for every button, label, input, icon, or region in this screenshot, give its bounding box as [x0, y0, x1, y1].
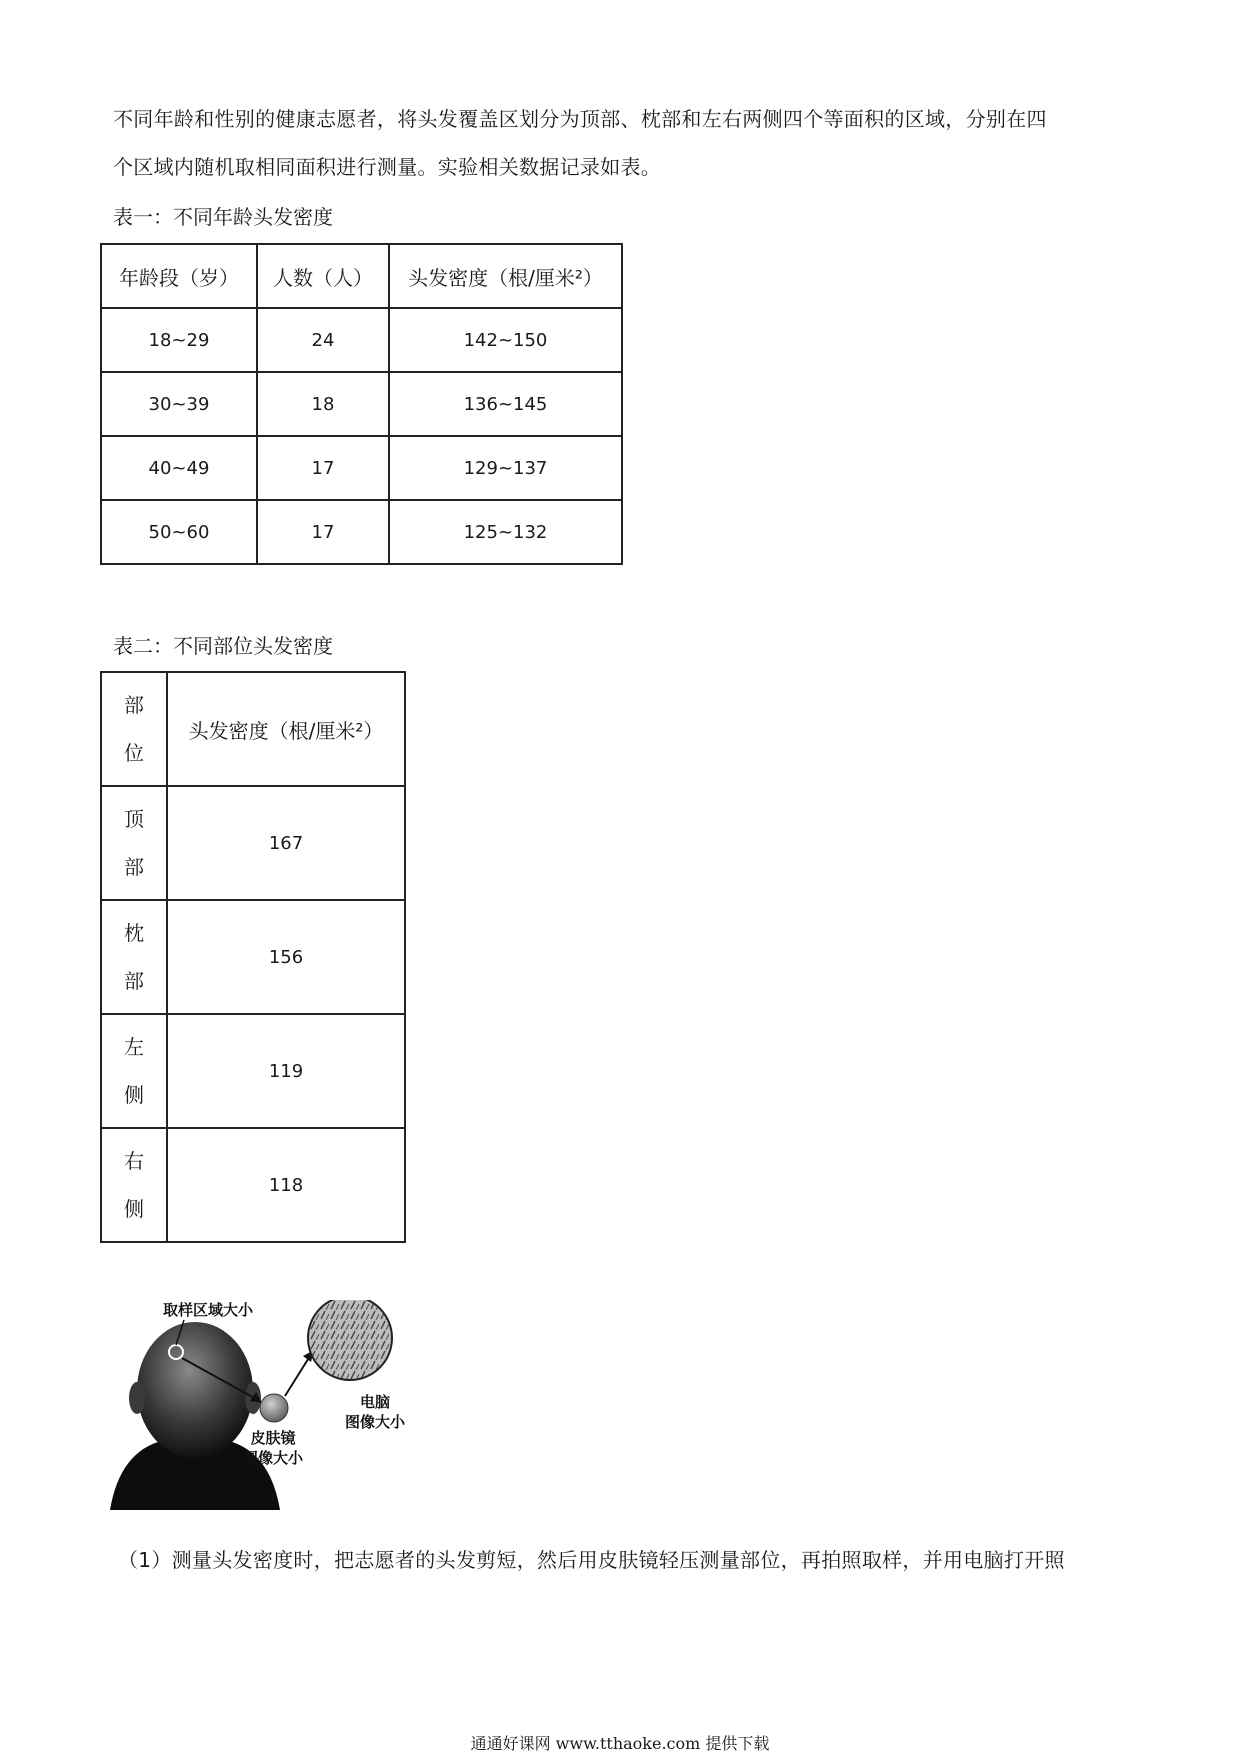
- cell-density: 119: [167, 1014, 405, 1128]
- cell-density: 125~132: [389, 500, 622, 564]
- table-row: [101, 308, 622, 372]
- intro-line-1: 不同年龄和性别的健康志愿者，将头发覆盖区划分为顶部、枕部和左右两侧四个等面积的区域，分别在四: [113, 107, 1047, 131]
- dermatoscope-label-line: 图像大小: [242, 1449, 303, 1467]
- table-row: [101, 1014, 405, 1128]
- dermatoscope-label: [228, 1428, 318, 1468]
- table-row: [101, 786, 405, 900]
- header-count: 人数（人）: [257, 244, 389, 308]
- part-char: 枕: [124, 921, 144, 945]
- part-char: 顶: [124, 807, 144, 831]
- computer-label-line: 电脑: [359, 1393, 390, 1411]
- header-part-char: 位: [124, 741, 144, 765]
- intro-paragraph: [113, 95, 1133, 191]
- part-char: 部: [124, 969, 144, 993]
- arrow-to-computer: [285, 1356, 310, 1396]
- cell-density: 136~145: [389, 372, 622, 436]
- page-footer: 通通好课网 www.tthaoke.com 提供下载: [470, 1734, 770, 1753]
- header-part-char: 部: [124, 693, 144, 717]
- part-char: 侧: [124, 1083, 144, 1107]
- ear-shape: [129, 1382, 145, 1414]
- cell-density: 142~150: [389, 308, 622, 372]
- table-row: [101, 1128, 405, 1242]
- computer-label-line: 图像大小: [344, 1413, 405, 1431]
- dermatoscope-label-line: 皮肤镜: [250, 1429, 296, 1447]
- table-row: [101, 436, 622, 500]
- age-density-table: [100, 243, 623, 565]
- region-density-table: [100, 671, 406, 1243]
- part-char: 侧: [124, 1197, 144, 1221]
- table1-caption: 表一：不同年龄头发密度: [113, 205, 333, 229]
- table-row: [101, 900, 405, 1014]
- table-row: [101, 372, 622, 436]
- intro-line-2: 个区域内随机取相同面积进行测量。实验相关数据记录如表。: [113, 155, 662, 179]
- cell-count: 17: [257, 436, 389, 500]
- header-age: 年龄段（岁）: [101, 244, 257, 308]
- cell-part: [101, 900, 167, 1014]
- table-header-row: [101, 672, 405, 786]
- cell-part: [101, 1128, 167, 1242]
- table-row: [101, 500, 622, 564]
- cell-count: 24: [257, 308, 389, 372]
- cell-density: 118: [167, 1128, 405, 1242]
- header-density: 头发密度（根/厘米²）: [167, 672, 405, 786]
- part-char: 左: [124, 1035, 144, 1059]
- dermatoscope-image-circle: [260, 1394, 288, 1422]
- part-char: 右: [124, 1149, 144, 1173]
- sample-area-label: 取样区域大小: [162, 1301, 253, 1319]
- cell-part: [101, 1014, 167, 1128]
- part-char: 部: [124, 855, 144, 879]
- computer-image-circle: [308, 1300, 392, 1380]
- cell-age: 18~29: [101, 308, 257, 372]
- cell-age: 30~39: [101, 372, 257, 436]
- cell-count: 17: [257, 500, 389, 564]
- dermatoscope-figure: [110, 1300, 440, 1510]
- cell-density: 167: [167, 786, 405, 900]
- header-part: [101, 672, 167, 786]
- cell-count: 18: [257, 372, 389, 436]
- table2-caption: 表二：不同部位头发密度: [113, 634, 333, 658]
- cell-density: 129~137: [389, 436, 622, 500]
- cell-part: [101, 786, 167, 900]
- cell-age: 50~60: [101, 500, 257, 564]
- computer-label: [330, 1392, 420, 1432]
- cell-age: 40~49: [101, 436, 257, 500]
- question-1: （1）测量头发密度时，把志愿者的头发剪短，然后用皮肤镜轻压测量部位，再拍照取样，并用电脑打开照: [118, 1548, 1065, 1572]
- cell-density: 156: [167, 900, 405, 1014]
- header-density: 头发密度（根/厘米²）: [389, 244, 622, 308]
- table-header-row: [101, 244, 622, 308]
